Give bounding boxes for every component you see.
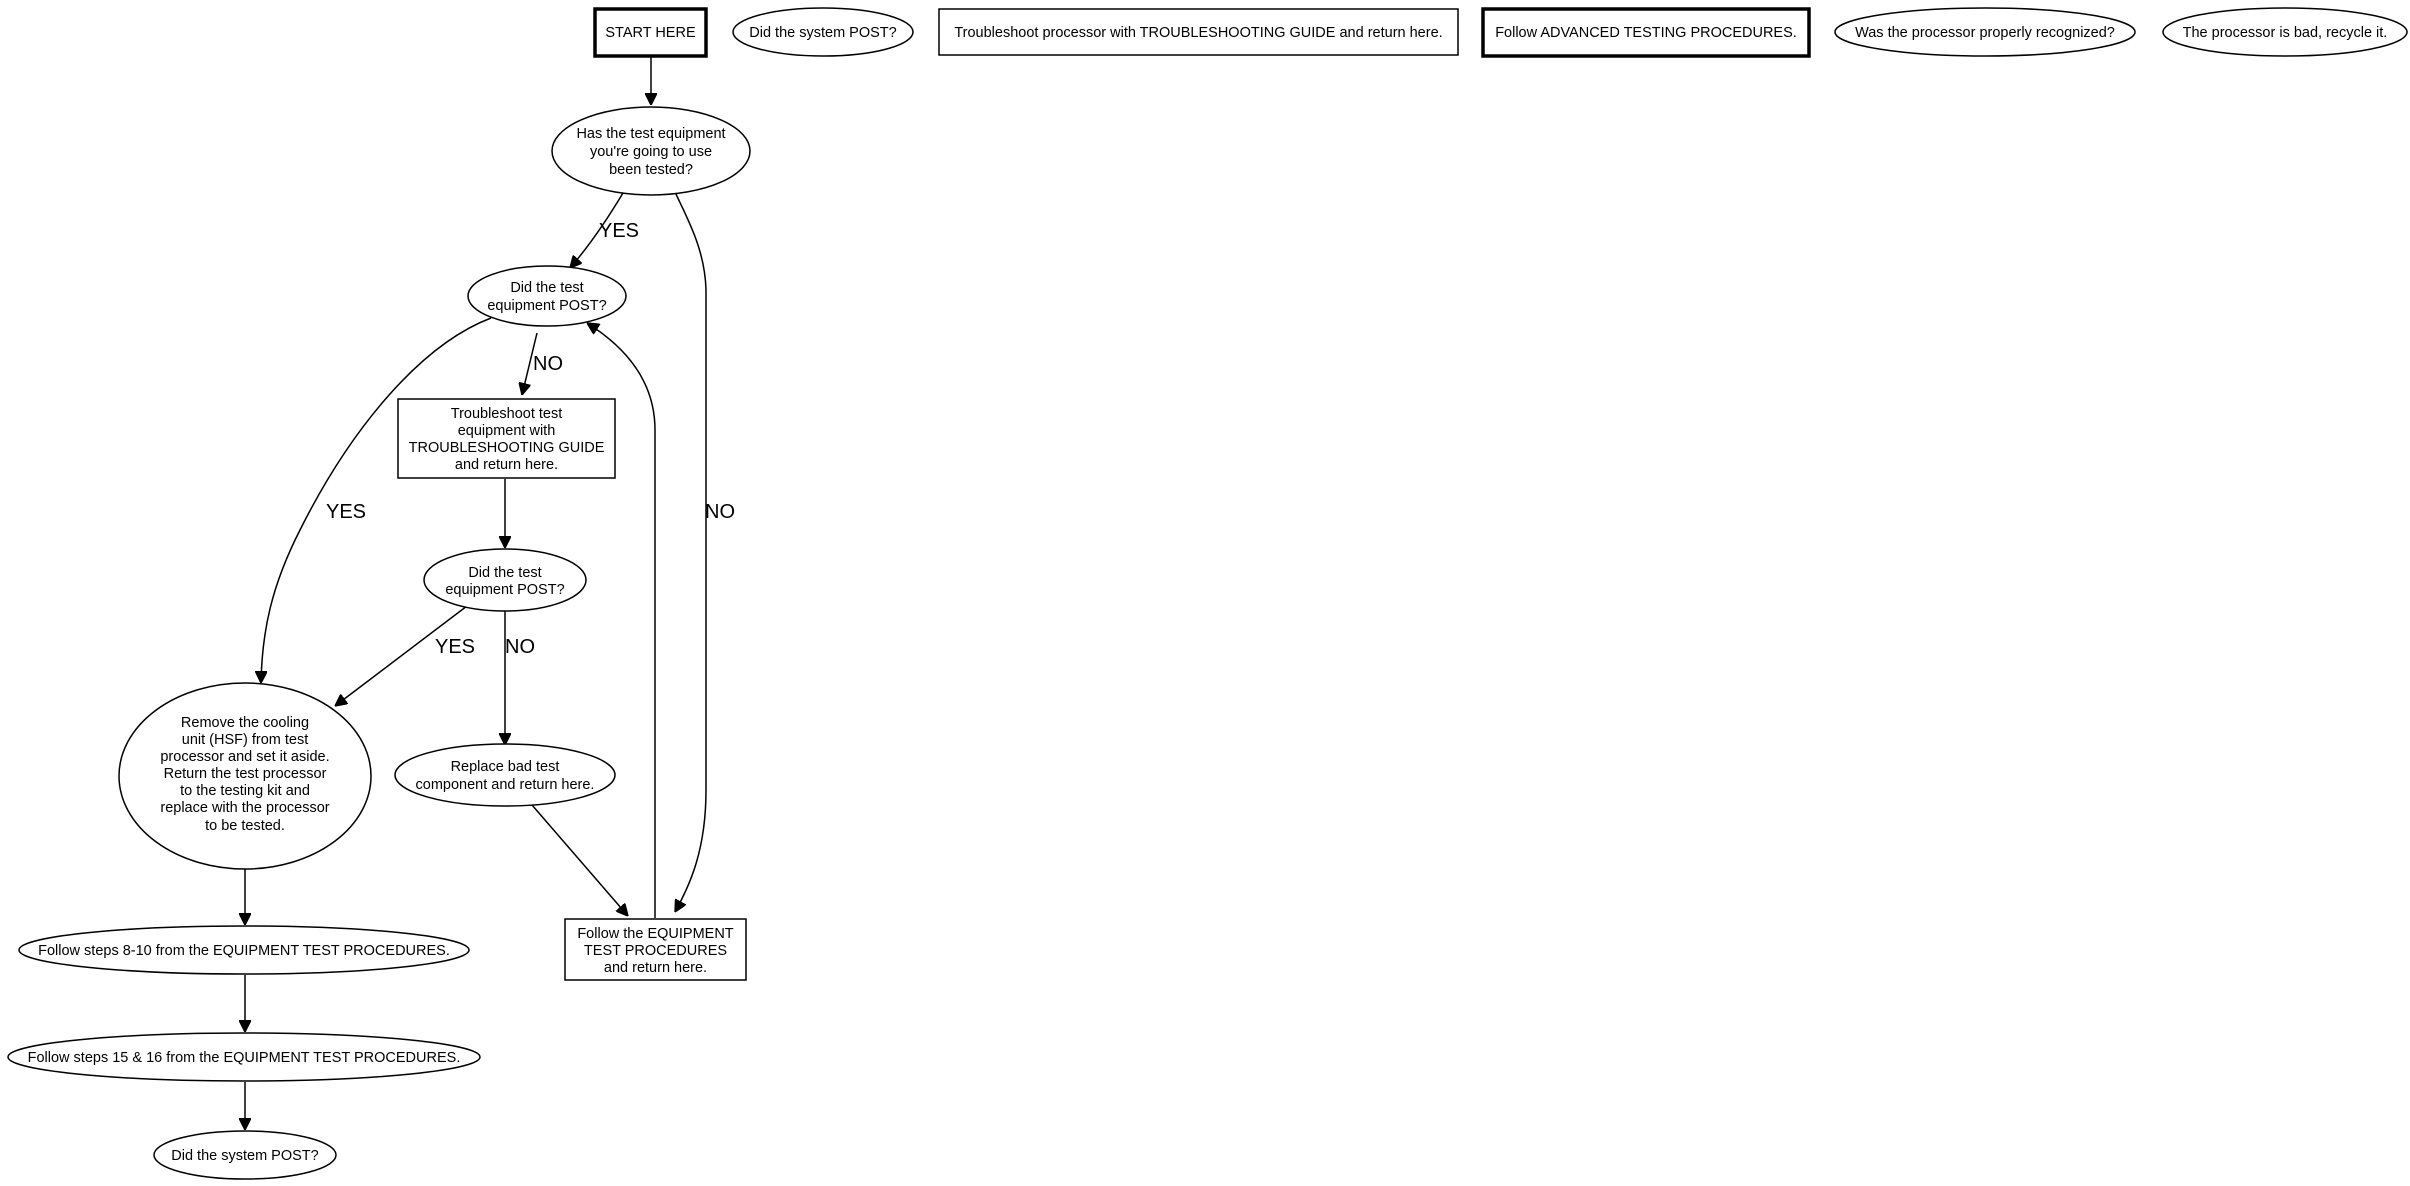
node-bad-processor-label: The processor is bad, recycle it. bbox=[2182, 25, 2388, 41]
node-post1-line-1: Did the test bbox=[510, 280, 584, 296]
node-troubleshoot-processor bbox=[939, 9, 1458, 55]
edge-label-post1-yes: YES bbox=[326, 501, 367, 523]
edge-tested-no-to-follow-equipment bbox=[675, 192, 706, 912]
edge-post1-yes-to-remove-cooling bbox=[261, 318, 491, 683]
edge-label-post2-no: NO bbox=[505, 636, 535, 658]
node-remove-cooling-line-4: Return the test processor bbox=[163, 766, 327, 782]
node-tested bbox=[552, 107, 750, 195]
node-post1 bbox=[468, 266, 626, 326]
node-steps-15-16-label: Follow steps 15 & 16 from the EQUIPMENT TEST PROCEDURES. bbox=[27, 1050, 461, 1066]
node-post2 bbox=[424, 549, 586, 611]
node-recognized-label: Was the processor properly recognized? bbox=[1855, 25, 2115, 41]
node-system-post-top bbox=[733, 8, 913, 56]
node-system-post-bottom bbox=[154, 1131, 336, 1179]
node-steps-15-16 bbox=[8, 1033, 480, 1081]
node-tested-line-3: been tested? bbox=[609, 162, 693, 178]
node-replace-bad bbox=[395, 744, 615, 806]
node-troubleshoot-processor-label: Troubleshoot processor with TROUBLESHOOTING GUIDE and return here. bbox=[954, 25, 1443, 41]
node-post2-line-1: Did the test bbox=[468, 565, 542, 581]
node-remove-cooling-line-1: Remove the cooling bbox=[180, 715, 310, 731]
node-follow-equipment-line-3: and return here. bbox=[603, 960, 708, 976]
edge-label-post1-no: NO bbox=[533, 353, 563, 375]
edge-label-post2-yes: YES bbox=[435, 636, 476, 658]
node-post1-line-2: equipment POST? bbox=[487, 298, 607, 314]
node-remove-cooling bbox=[119, 683, 371, 869]
node-remove-cooling-line-2: unit (HSF) from test bbox=[181, 732, 309, 748]
node-troubleshoot-equipment bbox=[398, 399, 615, 478]
node-remove-cooling-line-5: to the testing kit and bbox=[180, 783, 310, 799]
node-remove-cooling-line-6: replace with the processor bbox=[160, 800, 330, 816]
node-system-post-top-label: Did the system POST? bbox=[749, 25, 897, 41]
node-follow-equipment-line-2: TEST PROCEDURES bbox=[583, 943, 728, 959]
node-start-label: START HERE bbox=[605, 25, 696, 41]
node-troubleshoot-equipment-line-2: equipment with bbox=[457, 423, 556, 439]
node-start bbox=[595, 9, 706, 56]
node-troubleshoot-equipment-line-4: and return here. bbox=[454, 457, 559, 473]
node-steps-8-10-label: Follow steps 8-10 from the EQUIPMENT TEST PROCEDURES. bbox=[38, 943, 450, 959]
node-troubleshoot-equipment-line-1: Troubleshoot test bbox=[450, 406, 563, 422]
node-system-post-bottom-label: Did the system POST? bbox=[171, 1148, 319, 1164]
node-steps-8-10 bbox=[19, 926, 469, 974]
node-follow-equipment bbox=[565, 919, 746, 980]
node-tested-line-1: Has the test equipment bbox=[576, 126, 726, 142]
node-remove-cooling-line-7: to be tested. bbox=[205, 818, 285, 834]
node-advanced-testing-label: Follow ADVANCED TESTING PROCEDURES. bbox=[1495, 25, 1797, 41]
node-replace-bad-line-2: component and return here. bbox=[415, 777, 595, 793]
node-post2-line-2: equipment POST? bbox=[445, 582, 565, 598]
node-remove-cooling-line-3: processor and set it aside. bbox=[160, 749, 330, 765]
edge-label-tested-yes: YES bbox=[599, 220, 640, 242]
edge-label-tested-no: NO bbox=[705, 501, 735, 523]
node-follow-equipment-line-1: Follow the EQUIPMENT bbox=[577, 926, 734, 942]
node-tested-line-2: you're going to use bbox=[589, 144, 713, 160]
node-bad-processor bbox=[2163, 8, 2407, 56]
node-replace-bad-line-1: Replace bad test bbox=[450, 759, 560, 775]
node-recognized bbox=[1835, 8, 2135, 56]
edge-replace-bad-to-follow-equipment bbox=[532, 805, 628, 916]
node-advanced-testing bbox=[1483, 9, 1809, 56]
node-troubleshoot-equipment-line-3: TROUBLESHOOTING GUIDE bbox=[408, 440, 605, 456]
